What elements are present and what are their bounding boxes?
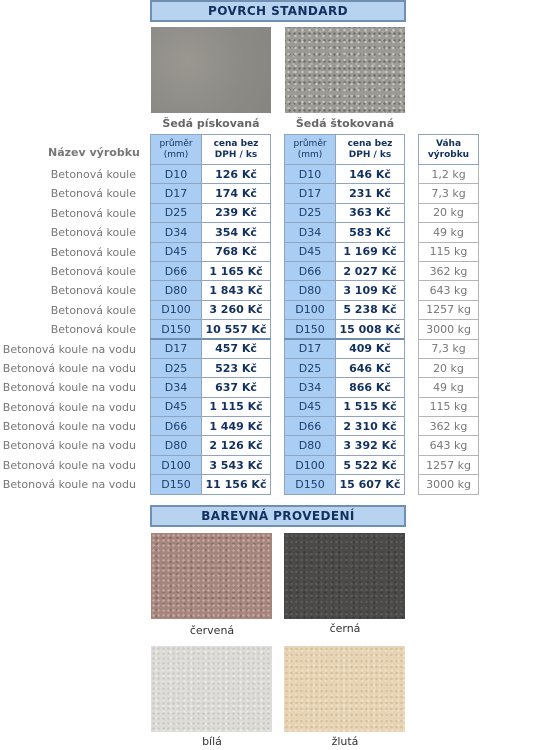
section-title-colors: BAREVNÁ PROVEDENÍ [150, 505, 406, 527]
product-name: Betonová koule na vodu [2, 361, 136, 375]
weight-cell: 115 kg [419, 242, 479, 261]
table-row [151, 455, 271, 474]
price-cell: 126 Kč [202, 165, 271, 184]
table-row [419, 320, 479, 339]
table-row [151, 184, 271, 203]
diameter-cell: D45 [285, 242, 336, 261]
table-row [419, 436, 479, 455]
price-cell: 1 843 Kč [202, 281, 271, 300]
price-cell: 231 Kč [336, 184, 405, 203]
color-sample-black [284, 533, 405, 619]
weight-header: Váha výrobku [419, 135, 479, 165]
table-row [419, 455, 479, 474]
product-name: Betonová koule na vodu [2, 458, 136, 472]
weight-cell: 20 kg [419, 203, 479, 222]
price-cell: 1 165 Kč [202, 261, 271, 280]
diameter-cell: D17 [285, 339, 336, 358]
table-row [285, 203, 405, 222]
price-cell: 3 392 Kč [336, 436, 405, 455]
table-row [285, 320, 405, 339]
table-row [285, 165, 405, 184]
product-name-column [3, 165, 136, 495]
price-cell: 239 Kč [202, 203, 271, 222]
diameter-cell: D45 [285, 397, 336, 416]
diameter-cell: D34 [151, 378, 202, 397]
product-name: Betonová koule na vodu [2, 478, 136, 492]
diameter-cell: D100 [151, 455, 202, 474]
color-sample-white [151, 646, 272, 732]
table-row [419, 242, 479, 261]
product-name-header: Název výrobku [48, 146, 140, 159]
product-name: Betonová koule [50, 245, 136, 259]
diameter-cell: D17 [151, 184, 202, 203]
table-row [285, 184, 405, 203]
table-row [419, 261, 479, 280]
diameter-cell: D80 [151, 281, 202, 300]
table-row [285, 339, 405, 358]
table-row [151, 320, 271, 339]
product-name: Betonová koule [50, 168, 136, 181]
diameter-cell: D34 [285, 223, 336, 242]
diameter-cell: D100 [285, 300, 336, 319]
surface-label-sanded: Šedá pískovaná [162, 117, 260, 130]
color-label-red: červená [189, 624, 235, 637]
weight-cell: 643 kg [419, 281, 479, 300]
table-row [419, 417, 479, 436]
product-name: Betonová koule na vodu [2, 420, 136, 434]
table-row [285, 397, 405, 416]
diameter-cell: D80 [285, 281, 336, 300]
weight-cell: 643 kg [419, 436, 479, 455]
table-row [419, 358, 479, 377]
table-row [151, 417, 271, 436]
price-cell: 866 Kč [336, 378, 405, 397]
product-name: Betonová koule na vodu [2, 439, 136, 453]
table-row [419, 281, 479, 300]
table-row [285, 358, 405, 377]
price-cell: 11 156 Kč [202, 475, 271, 494]
surface-sample-sanded [151, 27, 271, 113]
table-row [151, 378, 271, 397]
price-cell: 10 557 Kč [202, 320, 271, 339]
price-cell: 1 515 Kč [336, 397, 405, 416]
price-cell: 3 543 Kč [202, 455, 271, 474]
price-cell: 2 027 Kč [336, 261, 405, 280]
weight-cell: 49 kg [419, 223, 479, 242]
price-cell: 646 Kč [336, 358, 405, 377]
price-cell: 2 126 Kč [202, 436, 271, 455]
table-row [419, 378, 479, 397]
weight-cell: 20 kg [419, 358, 479, 377]
diameter-cell: D45 [151, 397, 202, 416]
surface-label-stocked: Šedá štokovaná [295, 117, 395, 130]
price-cell: 1 115 Kč [202, 397, 271, 416]
price-cell: 5 522 Kč [336, 455, 405, 474]
price-cell: 583 Kč [336, 223, 405, 242]
table-row [285, 261, 405, 280]
weight-cell: 1,2 kg [419, 165, 479, 184]
diameter-cell: D150 [151, 475, 202, 494]
color-label-white: bílá [202, 735, 222, 748]
diameter-cell: D17 [151, 339, 202, 358]
price-cell: 637 Kč [202, 378, 271, 397]
color-label-black: černá [329, 622, 361, 635]
table-row [151, 223, 271, 242]
table-row [151, 261, 271, 280]
table-row [151, 203, 271, 222]
diameter-cell: D66 [285, 261, 336, 280]
diameter-cell: D66 [151, 261, 202, 280]
section-title-standard: POVRCH STANDARD [150, 0, 406, 22]
table-row [419, 300, 479, 319]
table-row [151, 339, 271, 358]
diameter-cell: D150 [151, 320, 202, 339]
price-cell: 15 008 Kč [336, 320, 405, 339]
table-row [285, 475, 405, 494]
product-name: Betonová koule [50, 303, 136, 317]
table-row [151, 358, 271, 377]
diameter-cell: D25 [285, 358, 336, 377]
diameter-cell: D150 [285, 320, 336, 339]
diameter-cell: D34 [151, 223, 202, 242]
table-row [419, 475, 479, 494]
table-row [285, 242, 405, 261]
price-header: cena bez DPH / ks [202, 135, 271, 165]
table-row [151, 436, 271, 455]
weight-cell: 115 kg [419, 397, 479, 416]
weight-cell: 3000 kg [419, 475, 479, 494]
price-cell: 768 Kč [202, 242, 271, 261]
price-cell: 5 238 Kč [336, 300, 405, 319]
price-header: cena bez DPH / ks [336, 135, 405, 165]
diameter-cell: D17 [285, 184, 336, 203]
weight-cell: 3000 kg [419, 320, 479, 339]
price-cell: 2 310 Kč [336, 417, 405, 436]
weight-cell: 362 kg [419, 261, 479, 280]
price-cell: 523 Kč [202, 358, 271, 377]
price-cell: 1 169 Kč [336, 242, 405, 261]
weight-cell: 7,3 kg [419, 339, 479, 358]
table-row [285, 281, 405, 300]
diameter-cell: D25 [285, 203, 336, 222]
product-name: Betonová koule [50, 264, 136, 278]
price-cell: 174 Kč [202, 184, 271, 203]
table-row [151, 165, 271, 184]
table-row [419, 184, 479, 203]
diameter-cell: D66 [285, 417, 336, 436]
product-name: Betonová koule [50, 226, 136, 240]
table-row [419, 165, 479, 184]
price-cell: 3 260 Kč [202, 300, 271, 319]
table-row [285, 300, 405, 319]
weight-table [418, 134, 479, 495]
table-row [285, 455, 405, 474]
diameter-cell: D100 [151, 300, 202, 319]
product-name: Betonová koule na vodu [2, 342, 136, 356]
product-name: Betonová koule [50, 206, 136, 220]
table-row [151, 475, 271, 494]
price-cell: 354 Kč [202, 223, 271, 242]
table-row [151, 242, 271, 261]
diameter-cell: D150 [285, 475, 336, 494]
price-cell: 363 Kč [336, 203, 405, 222]
table-row [151, 281, 271, 300]
color-label-yellow: žlutá [331, 735, 359, 748]
table-row [151, 300, 271, 319]
weight-cell: 362 kg [419, 417, 479, 436]
color-sample-yellow [284, 646, 405, 732]
price-cell: 146 Kč [336, 165, 405, 184]
table-row [285, 378, 405, 397]
diameter-cell: D10 [151, 165, 202, 184]
table-row [285, 223, 405, 242]
diameter-cell: D80 [285, 436, 336, 455]
product-name: Betonová koule [50, 187, 136, 201]
weight-cell: 1257 kg [419, 300, 479, 319]
table-row [285, 436, 405, 455]
product-name: Betonová koule na vodu [2, 400, 136, 414]
weight-cell: 1257 kg [419, 455, 479, 474]
table-row [151, 397, 271, 416]
price-cell: 457 Kč [202, 339, 271, 358]
table-row [419, 339, 479, 358]
price-cell: 1 449 Kč [202, 417, 271, 436]
diameter-cell: D25 [151, 358, 202, 377]
diameter-cell: D80 [151, 436, 202, 455]
diameter-cell: D34 [285, 378, 336, 397]
price-cell: 409 Kč [336, 339, 405, 358]
surface-sample-stocked [285, 27, 405, 113]
price-cell: 15 607 Kč [336, 475, 405, 494]
diameter-cell: D25 [151, 203, 202, 222]
diameter-header: průměr (mm) [285, 135, 336, 165]
color-sample-red [151, 533, 272, 619]
table-row [285, 417, 405, 436]
diameter-cell: D10 [285, 165, 336, 184]
diameter-cell: D100 [285, 455, 336, 474]
weight-cell: 7,3 kg [419, 184, 479, 203]
price-cell: 3 109 Kč [336, 281, 405, 300]
price-table-stocked [284, 134, 405, 495]
product-name: Betonová koule na vodu [2, 381, 136, 395]
diameter-cell: D66 [151, 417, 202, 436]
diameter-cell: D45 [151, 242, 202, 261]
table-row [419, 223, 479, 242]
weight-cell: 49 kg [419, 378, 479, 397]
product-name: Betonová koule [50, 323, 136, 337]
table-row [419, 203, 479, 222]
diameter-header: průměr (mm) [151, 135, 202, 165]
price-table-sanded [150, 134, 271, 495]
product-name: Betonová koule [50, 284, 136, 298]
table-row [419, 397, 479, 416]
